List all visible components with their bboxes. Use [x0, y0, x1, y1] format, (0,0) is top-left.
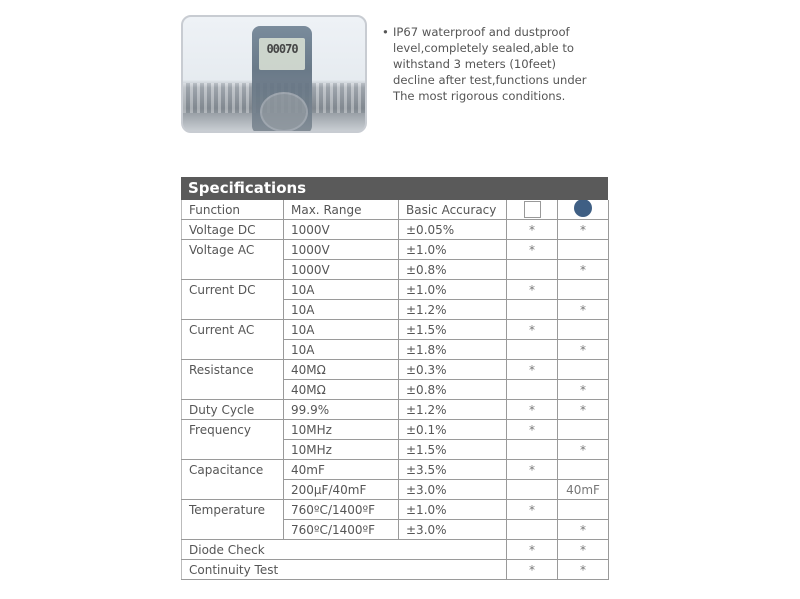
- cell-model-a: *: [507, 500, 558, 520]
- cell-range: 40MΩ: [284, 380, 399, 400]
- cell-function: Voltage DC: [182, 220, 284, 240]
- cell-model-a: [507, 260, 558, 280]
- cell-accuracy: ±1.0%: [399, 240, 507, 260]
- table-row: [182, 220, 609, 240]
- cell-model-b: *: [558, 340, 609, 360]
- cell-range: 40mF: [284, 460, 399, 480]
- cell-model-b: *: [558, 440, 609, 460]
- cell-accuracy: ±1.0%: [399, 500, 507, 520]
- cell-model-b: [558, 320, 609, 340]
- product-photo: [181, 15, 367, 133]
- lcd-display: 00070: [259, 38, 305, 70]
- cell-range: 99.9%: [284, 400, 399, 420]
- cell-function: Resistance: [182, 360, 284, 380]
- cell-model-a: [507, 340, 558, 360]
- cell-range: 760ºC/1400ºF: [284, 500, 399, 520]
- cell-function: [182, 340, 284, 360]
- cell-model-b: [558, 240, 609, 260]
- cell-accuracy: ±0.3%: [399, 360, 507, 380]
- header-row: [182, 200, 609, 220]
- cell-accuracy: ±0.8%: [399, 380, 507, 400]
- cell-function: [182, 440, 284, 460]
- cell-accuracy: ±3.0%: [399, 520, 507, 540]
- cell-model-a: *: [507, 460, 558, 480]
- feature-line: The most rigorous conditions.: [393, 89, 566, 103]
- cell-range: 40MΩ: [284, 360, 399, 380]
- table-row: [182, 440, 609, 460]
- cell-model-b: *: [558, 520, 609, 540]
- cell-model-a: *: [507, 540, 558, 560]
- cell-function: [182, 380, 284, 400]
- cell-function: [182, 300, 284, 320]
- cell-function: Duty Cycle: [182, 400, 284, 420]
- cell-function: Voltage AC: [182, 240, 284, 260]
- cell-model-a: *: [507, 320, 558, 340]
- cell-accuracy: ±0.05%: [399, 220, 507, 240]
- header-accuracy: Basic Accuracy: [399, 200, 507, 220]
- table-row: [182, 520, 609, 540]
- table-row: [182, 480, 609, 500]
- table-row: [182, 540, 609, 560]
- cell-range: 760ºC/1400ºF: [284, 520, 399, 540]
- table-row: [182, 320, 609, 340]
- header-model-a: [507, 200, 558, 220]
- table-row: [182, 460, 609, 480]
- cell-model-b: *: [558, 400, 609, 420]
- bullet-icon: •: [382, 25, 389, 39]
- cell-function: [182, 520, 284, 540]
- cell-model-b: [558, 500, 609, 520]
- cell-accuracy: ±1.0%: [399, 280, 507, 300]
- cell-model-a: [507, 440, 558, 460]
- cell-model-b: *: [558, 540, 609, 560]
- table-row: [182, 360, 609, 380]
- cell-model-b: [558, 280, 609, 300]
- table-row: [182, 420, 609, 440]
- cell-accuracy: ±0.8%: [399, 260, 507, 280]
- cell-model-a: *: [507, 240, 558, 260]
- cell-function: Current DC: [182, 280, 284, 300]
- table-row: [182, 260, 609, 280]
- cell-range: 1000V: [284, 240, 399, 260]
- cell-range: 200µF/40mF: [284, 480, 399, 500]
- cell-range: 10A: [284, 300, 399, 320]
- table-row: [182, 240, 609, 260]
- cell-model-b: *: [558, 220, 609, 240]
- cell-range: 10A: [284, 340, 399, 360]
- table-row: [182, 400, 609, 420]
- feature-line: level,completely sealed,able to: [393, 41, 574, 55]
- header-model-b: [558, 200, 609, 220]
- cell-accuracy: ±0.1%: [399, 420, 507, 440]
- cell-function: Frequency: [182, 420, 284, 440]
- cell-model-b: [558, 460, 609, 480]
- cell-model-a: *: [507, 420, 558, 440]
- cell-model-a: *: [507, 280, 558, 300]
- cell-accuracy: ±1.2%: [399, 400, 507, 420]
- multimeter-image: [252, 26, 312, 133]
- cell-function: Capacitance: [182, 460, 284, 480]
- cell-range: 1000V: [284, 220, 399, 240]
- cell-model-a: [507, 520, 558, 540]
- cell-accuracy: ±3.0%: [399, 480, 507, 500]
- cell-accuracy: ±1.8%: [399, 340, 507, 360]
- cell-accuracy: ±1.5%: [399, 440, 507, 460]
- rotary-dial: [260, 92, 308, 132]
- table-row: [182, 300, 609, 320]
- specifications-table: [181, 177, 608, 580]
- cell-model-b: 40mF: [558, 480, 609, 500]
- cell-function: Temperature: [182, 500, 284, 520]
- cell-model-b: [558, 420, 609, 440]
- table-row: [182, 280, 609, 300]
- cell-function: [182, 480, 284, 500]
- cell-model-a: [507, 380, 558, 400]
- spec-title: Specifications: [181, 177, 608, 200]
- cell-model-b: *: [558, 260, 609, 280]
- cell-function: Continuity Test: [182, 560, 507, 580]
- cell-model-a: *: [507, 560, 558, 580]
- cell-function: Current AC: [182, 320, 284, 340]
- cell-model-b: *: [558, 380, 609, 400]
- cell-model-a: *: [507, 220, 558, 240]
- table-row: [182, 500, 609, 520]
- filled-circle-icon: [574, 200, 592, 217]
- cell-range: 10A: [284, 320, 399, 340]
- cell-accuracy: ±3.5%: [399, 460, 507, 480]
- cell-function: Diode Check: [182, 540, 507, 560]
- header-function: Function: [182, 200, 284, 220]
- cell-range: 10MHz: [284, 440, 399, 460]
- cell-model-b: *: [558, 300, 609, 320]
- table-row: [182, 560, 609, 580]
- feature-line: withstand 3 meters (10feet): [393, 57, 557, 71]
- table-row: [182, 340, 609, 360]
- feature-line: decline after test,functions under: [393, 73, 587, 87]
- cell-model-b: *: [558, 560, 609, 580]
- cell-function: [182, 260, 284, 280]
- cell-range: 10A: [284, 280, 399, 300]
- feature-line: IP67 waterproof and dustproof: [393, 25, 570, 39]
- cell-accuracy: ±1.2%: [399, 300, 507, 320]
- cell-range: 10MHz: [284, 420, 399, 440]
- table-row: [182, 380, 609, 400]
- cell-range: 1000V: [284, 260, 399, 280]
- header-range: Max. Range: [284, 200, 399, 220]
- cell-model-a: *: [507, 360, 558, 380]
- cell-model-a: *: [507, 400, 558, 420]
- square-outline-icon: [524, 201, 541, 218]
- cell-model-b: [558, 360, 609, 380]
- cell-model-a: [507, 300, 558, 320]
- cell-accuracy: ±1.5%: [399, 320, 507, 340]
- feature-description: [382, 24, 622, 104]
- cell-model-a: [507, 480, 558, 500]
